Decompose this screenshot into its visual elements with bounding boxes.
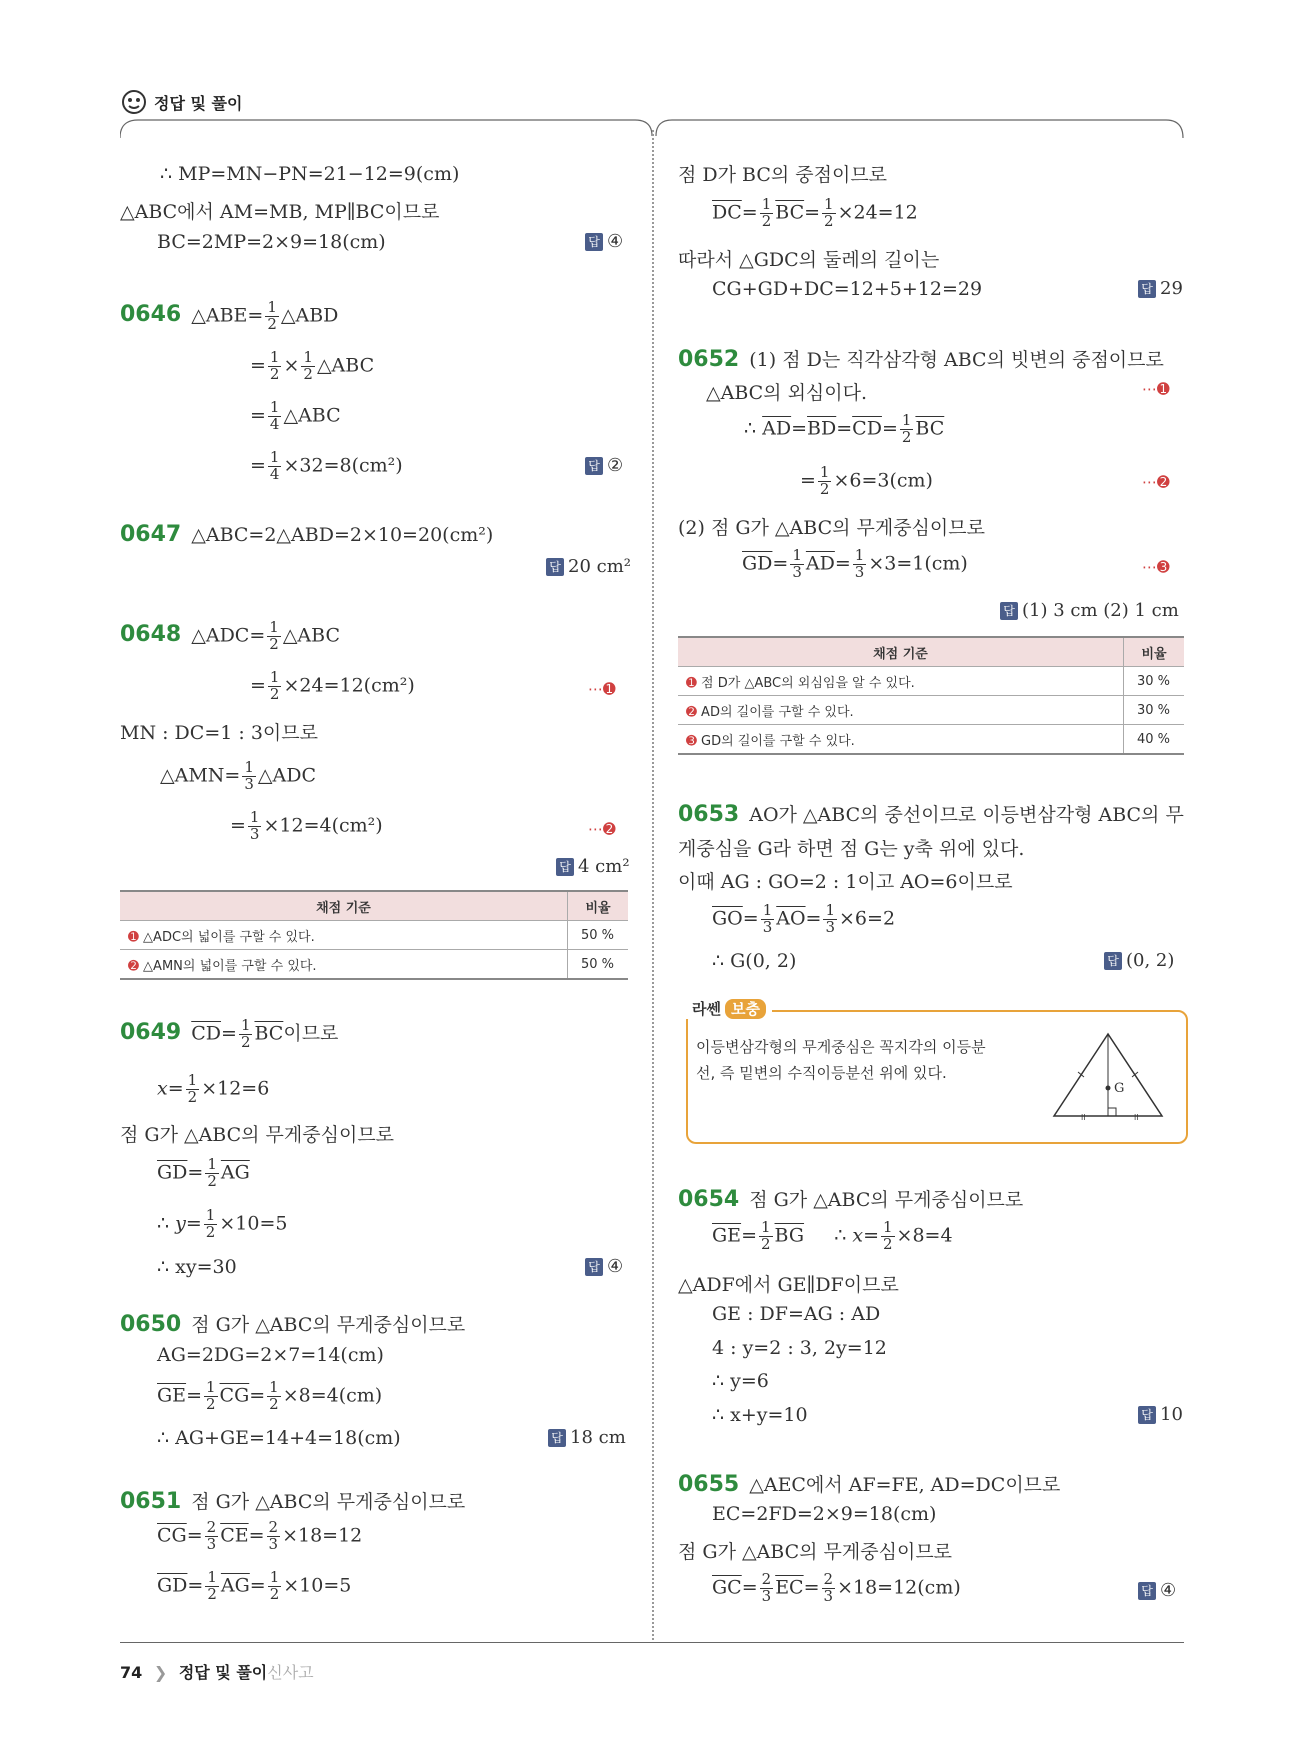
right-line3: 따라서 △GDC의 둘레의 길이는 bbox=[678, 249, 940, 271]
left-top-line1: ∴ MP=MN−PN=21−12=9(cm) bbox=[160, 163, 460, 185]
svg-text:ll: ll bbox=[1134, 1113, 1139, 1122]
problem-number: 0650 bbox=[120, 1312, 182, 1337]
table-row-3-ratio: 40 % bbox=[1124, 725, 1185, 755]
point-g-label: G bbox=[1114, 1081, 1125, 1096]
p0654-line2: $\overline{GE}=$ $\frac{1}{2}$ $\overline{BG}$ ∴ x= $\frac{1}{2}$ ×8=4 bbox=[712, 1218, 953, 1253]
problem-0652 bbox=[678, 345, 1164, 372]
grading-table-0652 bbox=[678, 636, 1184, 755]
p0651-line2: $\overline{CG}=$ $\frac{2}{3}$ $\overline{CE}=$ $\frac{2}{3}$ ×18=12 bbox=[157, 1518, 363, 1553]
p0652-line5: (2) 점 G가 △ABC의 무게중심이므로 bbox=[678, 517, 985, 539]
answer-0647: 답 20 cm² bbox=[546, 556, 631, 577]
answer-0648: 답 4 cm² bbox=[556, 856, 630, 877]
p0650-line1: 점 G가 △ABC의 무게중심이므로 bbox=[191, 1314, 466, 1336]
problem-number: 0651 bbox=[120, 1489, 182, 1514]
column-divider bbox=[652, 130, 654, 1640]
answer-icon: 답 bbox=[548, 1429, 566, 1447]
problem-number: 0649 bbox=[120, 1020, 182, 1046]
table-row-3: ➌ GD의 길이를 구할 수 있다. bbox=[678, 725, 1124, 755]
problem-number: 0653 bbox=[678, 802, 740, 827]
problem-0655 bbox=[678, 1470, 1060, 1497]
table-row-2-ratio: 30 % bbox=[1124, 696, 1185, 725]
table-header-criteria: 채점 기준 bbox=[120, 891, 568, 921]
p0649-line2: x= $\frac{1}{2}$ ×12=6 bbox=[157, 1071, 270, 1106]
answer-icon: 답 bbox=[585, 233, 603, 251]
p0652-line6: $\overline{GD}=$ $\frac{1}{3}$ $\overline{AD}=$ $\frac{1}{3}$ ×3=1(cm) bbox=[742, 546, 968, 581]
problem-0646: 0646 △ABE= $\frac{1}{2}$ △ABD bbox=[120, 298, 339, 333]
p0652-line4: = $\frac{1}{2}$ ×6=3(cm) bbox=[800, 463, 933, 498]
supplement-line2: 선, 즉 밑변의 수직이등분선 위에 있다. bbox=[696, 1064, 947, 1082]
answer-0649: 답 ④ bbox=[585, 1256, 623, 1277]
answer-icon: 답 bbox=[1138, 1582, 1156, 1600]
problem-0648: 0648 △ADC= $\frac{1}{2}$ △ABC bbox=[120, 618, 340, 653]
p0648-line3: MN : DC=1 : 3이므로 bbox=[120, 722, 318, 744]
isosceles-triangle-diagram bbox=[1048, 1030, 1168, 1126]
chevron-right-icon: ❯ bbox=[153, 1663, 168, 1682]
footer-rule bbox=[120, 1642, 1184, 1643]
table-row-1: ➊ 점 D가 △ABC의 외심임을 알 수 있다. bbox=[678, 667, 1124, 696]
answer-0653: 답 (0, 2) bbox=[1104, 950, 1174, 971]
p0654-line4: GE : DF=AG : AD bbox=[712, 1303, 881, 1325]
p0655-line2: EC=2FD=2×9=18(cm) bbox=[712, 1503, 937, 1525]
problem-0647 bbox=[120, 522, 493, 547]
problem-number: 0647 bbox=[120, 522, 182, 547]
table-header-ratio: 비율 bbox=[568, 891, 629, 921]
p0653-line3: 이때 AG : GO=2 : 1이고 AO=6이므로 bbox=[678, 871, 1013, 893]
table-header-ratio: 비율 bbox=[1124, 637, 1185, 667]
p0650-line3: $\overline{GE}=$ $\frac{1}{2}$ $\overline{CG}=$ $\frac{1}{2}$ ×8=4(cm) bbox=[157, 1378, 383, 1413]
answer-icon: 답 bbox=[1138, 280, 1156, 298]
p0653-line5: ∴ G(0, 2) bbox=[712, 950, 797, 972]
answer-top: 답 ④ bbox=[585, 231, 623, 252]
problem-number: 0654 bbox=[678, 1187, 740, 1212]
footer-label: 정답 및 풀이 bbox=[178, 1663, 268, 1682]
p0655-line4: $\overline{GC}=$ $\frac{2}{3}$ $\overline{EC}=$ $\frac{2}{3}$ ×18=12(cm) bbox=[712, 1570, 961, 1605]
p0654-line5: 4 : y=2 : 3, 2y=12 bbox=[712, 1337, 887, 1359]
p0654-line3: △ADF에서 GE∥DF이므로 bbox=[678, 1274, 899, 1296]
p0654-line6: ∴ y=6 bbox=[712, 1370, 769, 1392]
p0651-line1: 점 G가 △ABC의 무게중심이므로 bbox=[191, 1491, 466, 1513]
table-row-1-ratio: 50 % bbox=[568, 921, 629, 950]
problem-number: 0655 bbox=[678, 1472, 740, 1497]
problem-0653 bbox=[678, 800, 1184, 827]
grading-table-0648 bbox=[120, 890, 628, 980]
p0654-line7: ∴ x+y=10 bbox=[712, 1404, 808, 1426]
problem-0649: 0649 $\overline{CD}=$ $\frac{1}{2}$ $\overline{BC}$이므로 bbox=[120, 1016, 339, 1051]
p0652-line1: (1) 점 D는 직각삼각형 ABC의 빗변의 중점이므로 bbox=[749, 349, 1164, 371]
footer-faded-text: 신사고 bbox=[267, 1663, 314, 1682]
problem-0654 bbox=[678, 1185, 1023, 1212]
page-header bbox=[120, 88, 242, 116]
p0652-line2: △ABC의 외심이다. bbox=[706, 382, 868, 404]
answer-icon: 답 bbox=[546, 558, 564, 576]
left-top-line3: BC=2MP=2×9=18(cm) bbox=[157, 231, 386, 253]
right-line4: CG+GD+DC=12+5+12=29 bbox=[712, 278, 983, 300]
marker-2: ⋯➋ bbox=[588, 820, 616, 838]
p0648-line2: = $\frac{1}{2}$ ×24=12(cm²) bbox=[250, 668, 415, 703]
right-line1: 점 D가 BC의 중점이므로 bbox=[678, 164, 888, 186]
p0649-line5: ∴ y= $\frac{1}{2}$ ×10=5 bbox=[157, 1206, 288, 1241]
answer-icon: 답 bbox=[1104, 952, 1122, 970]
answer-icon: 답 bbox=[1138, 1406, 1156, 1424]
problem-0651 bbox=[120, 1487, 465, 1514]
answer-0655: 답 ④ bbox=[1138, 1580, 1176, 1601]
right-line2: $\overline{DC}=$ $\frac{1}{2}$ $\overline{BC}=$ $\frac{1}{2}$ ×24=12 bbox=[712, 195, 918, 230]
table-row-1-ratio: 30 % bbox=[1124, 667, 1185, 696]
p0647-line1: △ABC=2△ABD=2×10=20(cm²) bbox=[191, 524, 494, 546]
answer-icon: 답 bbox=[585, 1258, 603, 1276]
table-row-2: ➋ AD의 길이를 구할 수 있다. bbox=[678, 696, 1124, 725]
p0649-line6: ∴ xy=30 bbox=[157, 1256, 237, 1278]
answer-0654: 답 10 bbox=[1138, 1404, 1183, 1425]
table-row-1: ➊ △ADC의 넓이를 구할 수 있다. bbox=[120, 921, 568, 950]
p0651-line3: $\overline{GD}=$ $\frac{1}{2}$ $\overline{AG}=$ $\frac{1}{2}$ ×10=5 bbox=[157, 1568, 352, 1603]
table-row-2: ➋ △AMN의 넓이를 구할 수 있다. bbox=[120, 950, 568, 980]
p0655-line1: △AEC에서 AF=FE, AD=DC이므로 bbox=[749, 1474, 1061, 1496]
marker-2: ⋯➋ bbox=[1142, 473, 1170, 491]
problem-0650 bbox=[120, 1310, 465, 1337]
answer-icon: 답 bbox=[1000, 602, 1018, 620]
table-row-2-ratio: 50 % bbox=[568, 950, 629, 980]
answer-0646: 답 ② bbox=[585, 455, 623, 476]
mascot-icon bbox=[120, 88, 148, 116]
p0655-line3: 점 G가 △ABC의 무게중심이므로 bbox=[678, 1541, 953, 1563]
p0648-line4: △AMN= $\frac{1}{3}$ △ADC bbox=[160, 758, 316, 793]
marker-3: ⋯➌ bbox=[1142, 558, 1170, 576]
p0653-line2: 게중심을 G라 하면 점 G는 y축 위에 있다. bbox=[678, 838, 1025, 860]
marker-1: ⋯➊ bbox=[588, 680, 616, 698]
p0646-line4: = $\frac{1}{4}$ ×32=8(cm²) bbox=[250, 448, 403, 483]
p0653-line4: $\overline{GO}=$ $\frac{1}{3}$ $\overline{AO}=$ $\frac{1}{3}$ ×6=2 bbox=[712, 901, 896, 936]
answer-icon: 답 bbox=[585, 457, 603, 475]
p0652-line3: ∴ $\overline{AD}=\overline{BD}=\overline{CD}=$ $\frac{1}{2}$ $\overline{BC}$ bbox=[744, 411, 945, 446]
left-top-line2: △ABC에서 AM=MB, MP∥BC이므로 bbox=[120, 201, 440, 223]
answer-0652: 답 (1) 3 cm (2) 1 cm bbox=[1000, 600, 1179, 621]
answer-icon: 답 bbox=[556, 858, 574, 876]
problem-number: 0652 bbox=[678, 347, 740, 372]
p0650-line4: ∴ AG+GE=14+4=18(cm) bbox=[157, 1427, 401, 1449]
supplement-tag: 보충 bbox=[725, 999, 766, 1019]
supplement-title: 라쎈 보충 bbox=[686, 998, 772, 1019]
answer-0651: 답 29 bbox=[1138, 278, 1183, 299]
header-title: 정답 및 풀이 bbox=[154, 93, 243, 113]
problem-number: 0646 bbox=[120, 302, 182, 328]
page-number: 74 bbox=[120, 1663, 143, 1682]
page-footer bbox=[120, 1660, 314, 1683]
table-header-criteria: 채점 기준 bbox=[678, 637, 1124, 667]
answer-0650: 답 18 cm bbox=[548, 1427, 626, 1448]
p0649-line3: 점 G가 △ABC의 무게중심이므로 bbox=[120, 1124, 395, 1146]
supplement-line1: 이등변삼각형의 무게중심은 꼭지각의 이등분 bbox=[696, 1038, 986, 1056]
p0649-line4: $\overline{GD}=$ $\frac{1}{2}$ $\overline{AG}$ bbox=[157, 1155, 250, 1190]
p0654-line1: 점 G가 △ABC의 무게중심이므로 bbox=[749, 1189, 1024, 1211]
p0646-line2: = $\frac{1}{2}$ × $\frac{1}{2}$ △ABC bbox=[250, 348, 375, 383]
problem-number: 0648 bbox=[120, 622, 182, 648]
p0653-line1: AO가 △ABC의 중선이므로 이등변삼각형 ABC의 무 bbox=[749, 804, 1184, 826]
marker-1: ⋯➊ bbox=[1142, 380, 1170, 398]
p0650-line2: AG=2DG=2×7=14(cm) bbox=[157, 1344, 384, 1366]
svg-text:ll: ll bbox=[1081, 1113, 1086, 1122]
p0646-line3: = $\frac{1}{4}$ △ABC bbox=[250, 398, 341, 433]
p0648-line5: = $\frac{1}{3}$ ×12=4(cm²) bbox=[230, 808, 383, 843]
